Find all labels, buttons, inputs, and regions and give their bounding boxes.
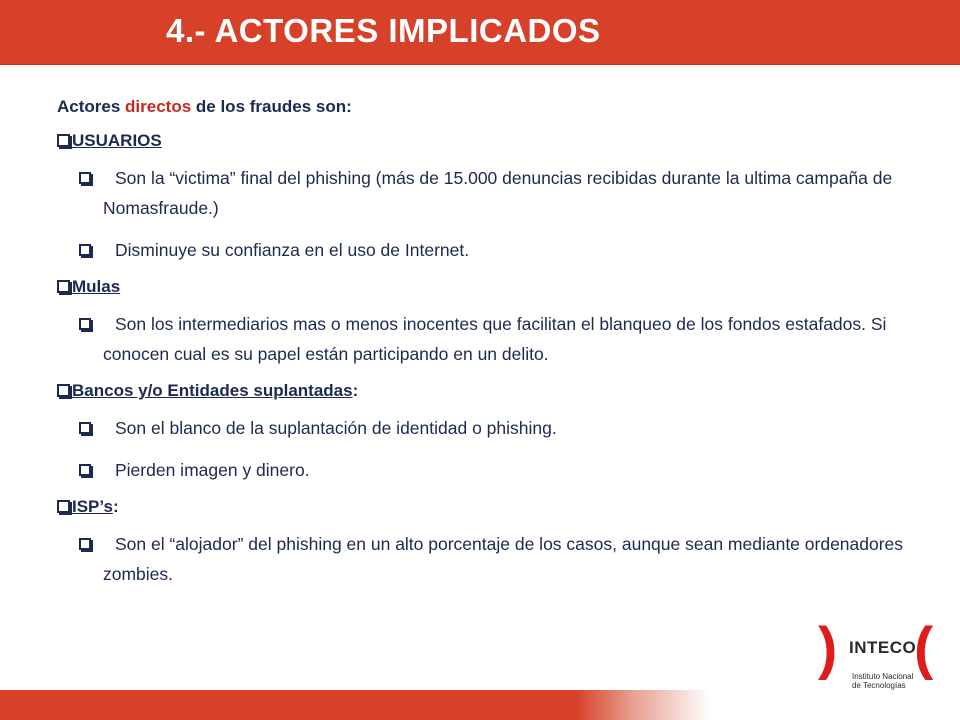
section-mulas bbox=[57, 277, 917, 297]
right-paren-icon: ( bbox=[914, 616, 934, 681]
list-item bbox=[103, 309, 917, 369]
intro-accent: directos bbox=[125, 97, 192, 116]
section-heading: Mulas bbox=[72, 277, 121, 296]
left-paren-icon: ) bbox=[818, 616, 838, 681]
item-text: Son la “victima” final del phishing (más de 15.000 denuncias recibidas durante la ultima campaña de Nomasfraude.) bbox=[103, 168, 893, 218]
checkbox-bullet-icon bbox=[57, 134, 70, 147]
list-item bbox=[103, 235, 917, 265]
item-text: Disminuye su confianza en el uso de Internet. bbox=[115, 240, 470, 260]
logo-wordmark: INTECO bbox=[849, 638, 917, 657]
section-isps: ISP’s: bbox=[57, 497, 917, 517]
checkbox-bullet-icon bbox=[57, 280, 70, 293]
list-item bbox=[103, 529, 917, 589]
checkbox-bullet-icon bbox=[79, 422, 91, 434]
item-text: Son el blanco de la suplantación de identidad o phishing. bbox=[115, 418, 557, 438]
logo-subtitle: Instituto Nacional de Tecnologías bbox=[852, 672, 914, 690]
checkbox-bullet-icon bbox=[79, 464, 91, 476]
list-item bbox=[103, 413, 917, 443]
bottom-bar bbox=[0, 690, 960, 720]
checkbox-bullet-icon bbox=[79, 244, 91, 256]
item-text: Son los intermediarios mas o menos inocentes que facilitan el blanqueo de los fondos estafados. Si conocen cual es su papel están participando en un delito. bbox=[103, 314, 887, 364]
checkbox-bullet-icon bbox=[79, 538, 91, 550]
section-usuarios bbox=[57, 131, 917, 151]
item-text: Pierden imagen y dinero. bbox=[115, 460, 310, 480]
checkbox-bullet-icon bbox=[57, 500, 70, 513]
list-item bbox=[103, 163, 917, 223]
checkbox-bullet-icon bbox=[79, 172, 91, 184]
section-heading: ISP’s bbox=[72, 497, 113, 516]
slide-content bbox=[57, 97, 917, 601]
checkbox-bullet-icon bbox=[57, 384, 70, 397]
intro-after: de los fraudes son: bbox=[191, 97, 352, 116]
title-bar bbox=[0, 0, 960, 65]
intro-line bbox=[57, 97, 917, 117]
slide-title: 4.- ACTORES IMPLICADOS bbox=[166, 12, 601, 49]
section-heading: Bancos y/o Entidades suplantadas bbox=[72, 381, 353, 400]
checkbox-bullet-icon bbox=[79, 318, 91, 330]
item-text: Son el “alojador” del phishing en un alto porcentaje de los casos, aunque sean mediante ordenadores zombies. bbox=[103, 534, 904, 584]
intro-before: Actores bbox=[57, 97, 126, 116]
section-bancos: Bancos y/o Entidades suplantadas: bbox=[57, 381, 917, 401]
section-heading: USUARIOS bbox=[72, 131, 162, 150]
list-item bbox=[103, 455, 917, 485]
